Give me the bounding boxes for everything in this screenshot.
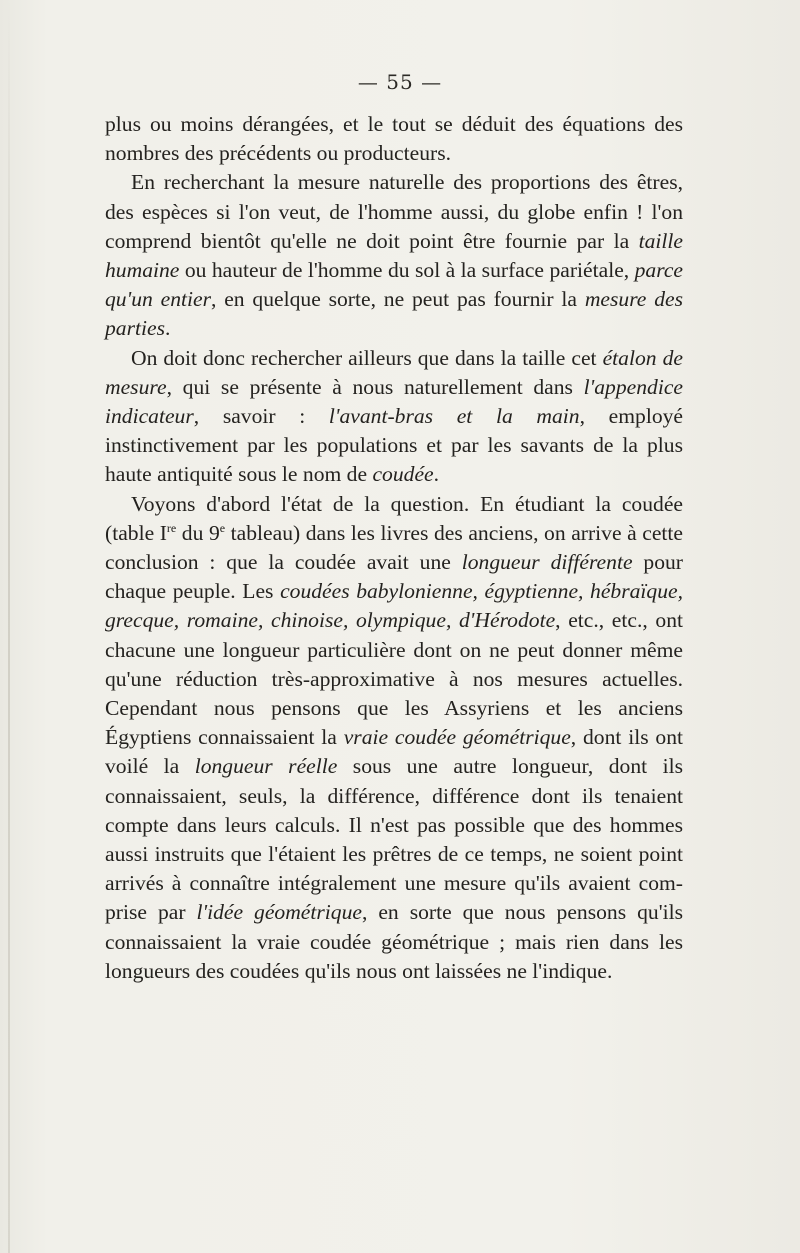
italic-run: vraie coudée géométrique — [343, 725, 571, 750]
italic-run: longueur différente — [461, 550, 633, 575]
text-run: On doit donc rechercher ailleurs que dans la taille cet — [131, 345, 603, 370]
text-run: , dont ils ont voilé la — [105, 725, 684, 779]
italic-run: longueur réelle — [194, 754, 338, 779]
italic-run: parce qu'un entier — [105, 258, 683, 312]
superscript: re — [166, 520, 177, 535]
italic-run: l'idée géométrique — [196, 900, 362, 925]
text-run: ou hauteur de l'homme du sol à la surface pariétale, — [179, 258, 635, 283]
text-run: , etc., etc., ont chacune une longueur particulière dont on ne peut donner même qu'une réduction très-approximative à nos mesures actuelles. Cependant nous pensons que les Assyriens et les anciens Égyptiens connaissaient la — [105, 608, 683, 750]
text-run: du 9 — [176, 520, 220, 545]
page-number: — 55 — — [357, 70, 443, 94]
paragraph-4 — [105, 490, 683, 986]
text-run: , employé instinctivement par les populations et par les savants de la plus haute antiquité sous le nom de — [105, 404, 683, 487]
text-run: pour chaque peuple. Les — [105, 550, 683, 604]
italic-run: taille humaine — [105, 228, 683, 283]
text-run: . — [164, 316, 171, 341]
italic-run: étalon de mesure — [105, 345, 683, 399]
text-run: sous une autre longueur, dont ils connaissaient, seuls, la différence, différence dont ils tenaient compte dans leurs calculs. Il n'est pas possible que des hommes aussi instruits que l'étaient les prêtres de ce temps, ne soient point arrivés à connaître intégralement une mesure qu'ils avaient comprise par — [105, 754, 683, 925]
text-run: , en sorte que nous pensons qu'ils connaissaient la vraie coudée géométrique ; mais rien dans les longueurs des coudées qu'ils nous ont laissées ne l'indique. — [105, 900, 683, 983]
text-run: , qui se présente à nous naturellement dans — [166, 374, 584, 399]
text-run: En recherchant la mesure naturelle des proportions des êtres, des espèces si l'on veut, de l'homme aussi, du globe enfin ! l'on comprend bientôt qu'elle ne doit point être fournie par la — [105, 170, 683, 253]
superscript: e — [219, 520, 226, 535]
italic-run: mesure des parties — [105, 287, 683, 341]
italic-run: l'avant-bras et la main — [328, 404, 580, 429]
paragraph-2 — [105, 168, 683, 343]
body-text — [105, 110, 683, 986]
text-run: , savoir : — [193, 404, 329, 429]
text-run: Voyons d'abord l'état de la question. En étudiant la coudée (table I — [105, 491, 683, 545]
text-run: , en quelque sorte, ne peut pas fournir la — [211, 287, 585, 312]
paragraph-3 — [105, 344, 683, 490]
text-run: tableau) dans les livres des anciens, on arrive à cette conclusion : que la coudée avait une — [105, 520, 684, 575]
italic-run: l'appendice indicateur — [105, 374, 683, 429]
italic-run: coudées babylonienne, égyptienne, hébraïque, grecque, romaine, chinoise, olympique, d'Hérodote — [105, 579, 683, 633]
text-run: . — [433, 462, 440, 487]
italic-run: coudée — [372, 462, 434, 487]
page-edge — [8, 0, 10, 1253]
paragraph-1 — [105, 110, 683, 168]
text-run: plus ou moins dérangées, et le tout se déduit des équations des nombres des précédents ou producteurs. — [105, 112, 683, 166]
